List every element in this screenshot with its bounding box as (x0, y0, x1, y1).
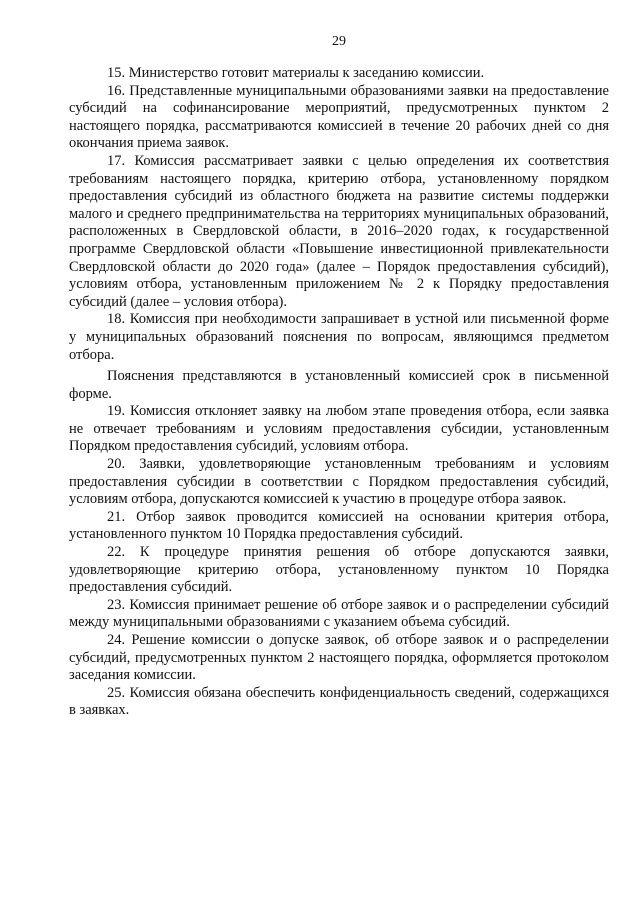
paragraph-17: 17. Комиссия рассматривает заявки с целью определения их соответствия требованиям настоящего порядка, критерию отбора, установленному порядком предоставления субсидий из областного бюджета на развитие системы поддержки малого и среднего предпринимательства на территориях муниципальных образований, расположенных в Свердловской области, в 2016–2020 годах, к государственной программе Свердловской области «Повышение инвестиционной привлекательности Свердловской области до 2020 года» (далее – Порядок предоставления субсидий), условиям отбора, установленным приложением № 2 к Порядку предоставления субсидий (далее – условия отбора). (69, 152, 609, 310)
paragraph-20: 20. Заявки, удовлетворяющие установленным требованиям и условиям предоставления субсидии в соответствии с Порядком предоставления субсидий, условиям отбора, допускаются комиссией к участию в процедуре отбора заявок. (69, 456, 609, 508)
paragraph-24: 24. Решение комиссии о допуске заявок, об отборе заявок и о распределении субсидий, предусмотренных пунктом 2 настоящего порядка, оформляется протоколом заседания комиссии. (69, 632, 609, 684)
paragraph-19: 19. Комиссия отклоняет заявку на любом этапе проведения отбора, если заявка не отвечает требованиям и условиям предоставления субсидии, установленным Порядком предоставления субсидий, условиям отбора. (69, 403, 609, 455)
paragraph-23: 23. Комиссия принимает решение об отборе заявок и о распределении субсидий между муниципальными образованиями с указанием объема субсидий. (69, 596, 609, 631)
paragraph-22: 22. К процедуре принятия решения об отборе допускаются заявки, удовлетворяющие критерию отбора, установленному пунктом 10 Порядка предоставления субсидий. (69, 544, 609, 596)
paragraph-18-note: Пояснения представляются в установленный комиссией срок в письменной форме. (69, 368, 609, 402)
paragraph-16: 16. Представленные муниципальными образованиями заявки на предоставление субсидий на софинансирование мероприятий, предусмотренных пунктом 2 настоящего порядка, рассматриваются комиссией в течение 20 рабочих дней со дня окончания приема заявок. (69, 82, 609, 152)
paragraph-15: 15. Министерство готовит материалы к заседанию комиссии. (107, 65, 485, 81)
paragraph-21: 21. Отбор заявок проводится комиссией на основании критерия отбора, установленного пунктом 10 Порядка предоставления субсидий. (69, 508, 609, 543)
paragraph-18: 18. Комиссия при необходимости запрашивает в устной или письменной форме у муниципальных образований пояснения по вопросам, являющимся предметом отбора. (69, 311, 609, 363)
page-number: 29 (332, 34, 346, 49)
document-page (69, 34, 609, 720)
paragraph-25: 25. Комиссия обязана обеспечить конфиденциальность сведений, содержащихся в заявках. (69, 684, 609, 719)
